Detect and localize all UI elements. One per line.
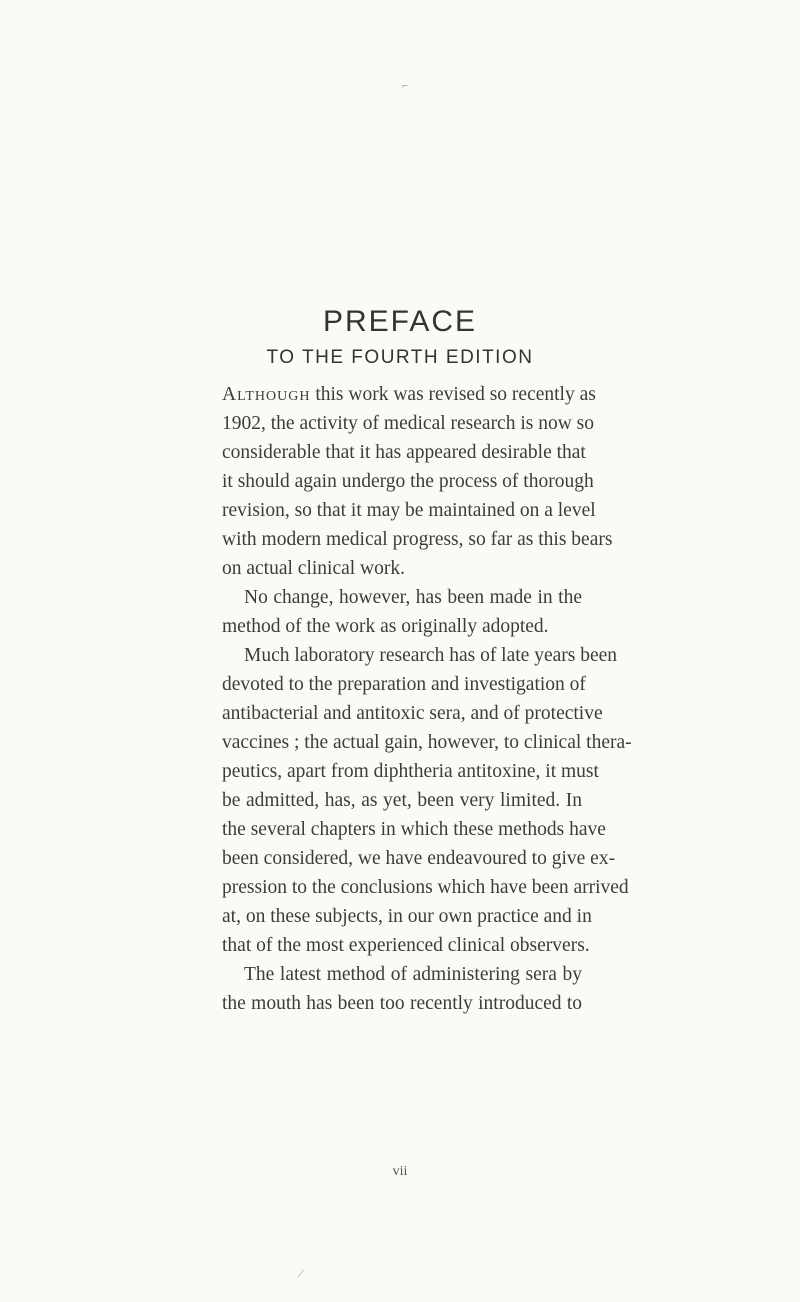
text-line: been considered, we have endeavoured to give ex- xyxy=(222,848,616,869)
text-line: devoted to the preparation and investigation of xyxy=(222,674,586,695)
page-speck-mark: ⁄ xyxy=(300,1268,302,1280)
preface-body xyxy=(222,380,632,1018)
text-line: considerable that it has appeared desirable that xyxy=(222,442,586,463)
text-line: that of the most experienced clinical observers. xyxy=(222,935,590,956)
text-line: vaccines ; the actual gain, however, to clinical thera- xyxy=(222,732,632,753)
text-line: antibacterial and antitoxic sera, and of protective xyxy=(222,703,603,724)
text-line: the mouth has been too recently introduced to xyxy=(222,993,582,1014)
text-line: method of the work as originally adopted. xyxy=(222,616,549,637)
text-line: with modern medical progress, so far as this bears xyxy=(222,529,613,550)
text-line: at, on these subjects, in our own practice and in xyxy=(222,906,592,927)
lead-word: Although xyxy=(222,384,311,405)
text-line: No change, however, has been made in the xyxy=(244,587,582,608)
text-line: 1902, the activity of medical research is now so xyxy=(222,413,595,434)
page-speck-mark: ⌐ xyxy=(402,80,409,92)
page-subtitle: TO THE FOURTH EDITION xyxy=(266,347,534,368)
text-line: on actual clinical work. xyxy=(222,558,406,579)
page-number: vii xyxy=(392,1164,408,1179)
text-line: the several chapters in which these methods have xyxy=(222,819,606,840)
text-line: Although this work was revised so recently as xyxy=(222,384,596,405)
text-line: be admitted, has, as yet, been very limited. In xyxy=(222,790,582,811)
text-line: revision, so that it may be maintained on a level xyxy=(222,500,596,521)
page-title: PREFACE xyxy=(322,305,478,338)
text-line: Much laboratory research has of late years been xyxy=(244,645,618,666)
text-line: The latest method of administering sera by xyxy=(244,964,582,985)
text-line: pression to the conclusions which have been arrived xyxy=(222,877,629,898)
text-line: it should again undergo the process of thorough xyxy=(222,471,594,492)
text-line: peutics, apart from diphtheria antitoxine, it must xyxy=(222,761,599,782)
